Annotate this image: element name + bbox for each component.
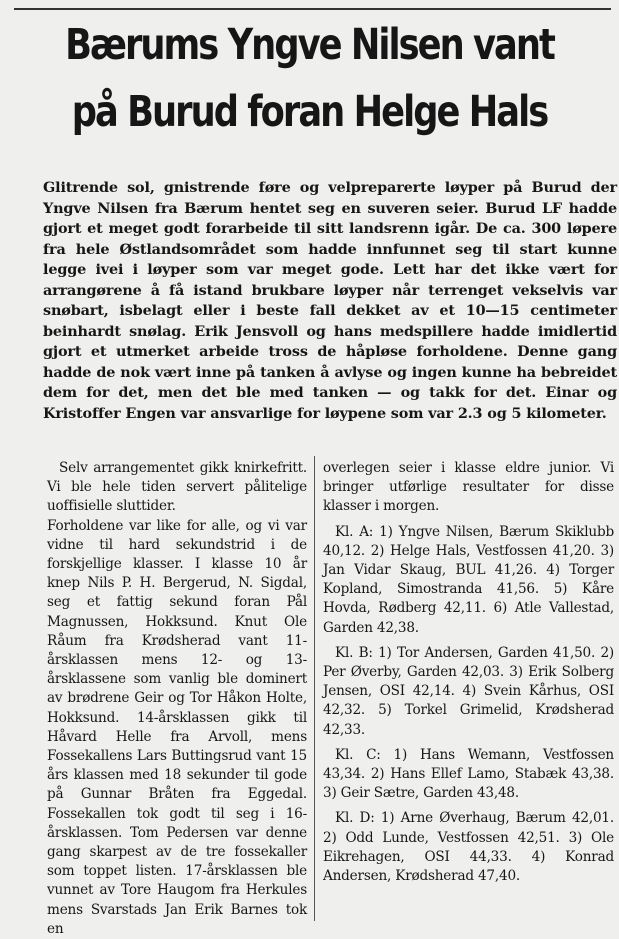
lead-paragraph: Glitrende sol, gnistrende føre og velpreparerte løyper på Burud der Yngve Nilsen fra Bærum hentet seg en suveren seier. Burud LF hadde gjort et meget godt forarbeide til sitt landsrenn igår. De ca. 300 løpere fra hele Østlandsområdet som hadde innfunnet seg til start kunne legge ivei i løyper som var meget gode. Lett har det ikke vært for arrangørene å få istand brukbare løyper når terrenget vekselvis var snøbart, isbelagt eller i beste fall dekket av et 10—15 centimeter beinhardt snølag. Erik Jensvoll og hans medspillere hadde imidlertid gjort et utmerket arbeide tross de håpløse forholdene. Denne gang hadde de nok vært inne på tanken å avlyse og ingen kunne ha bebreidet dem for det, men det ble med tanken — og takk for det. Einar og Kristoffer Engen var ansvarlige for løypene som var 2.3 og 5 kilometer. [43,179,617,422]
body-paragraph: Forholdene var like for alle, og vi var vidne til hard sekundstrid i de forskjellige klasser. I klasse 10 år knep Nils P. H. Bergerud, N. Sigdal, seg et fattig sekund foran Pål Magnussen, Hokksund. Knut Ole Råum fra Krødsherad vant 11-årsklassen mens 12- og 13-årsklassene som vanlig ble dominert av brødrene Geir og Tor Håkon Holte, Hokksund. 14-årsklassen gikk til Håvard Helle fra Arvoll, mens Fossekallens Lars Buttingsrud vant 15 års klassen med 18 sekunder til gode på Gunnar Bråten fra Eggedal. Fossekallen tok godt til seg i 16-årsklassen. Tom Pedersen var denne gang skarpest av de tre fossekaller som toppet listen. 17-årsklassen ble vunnet av Tore Haugom fra Herkules mens Svarstads Jan Erik Barnes tok en [47,517,307,937]
headline [61,12,559,146]
right-column [323,459,614,886]
left-column [47,459,307,939]
top-rule [14,8,611,10]
body-paragraph: Selv arrangementet gikk knirkefritt. Vi ble hele tiden servert pålitelige uoffisielle sluttider. [47,460,307,515]
results-class-b: Kl. B: 1) Tor Andersen, Garden 41,50. 2) Per Øverby, Garden 42,03. 3) Erik Solberg Jensen, OSI 42,14. 4) Svein Kårhus, OSI 42,32. 5) Torkel Grimelid, Krødsherad 42,33. [323,644,614,738]
headline-line-2: på Burud foran Helge Hals [71,87,548,137]
results-class-d: Kl. D: 1) Arne Øverhaug, Bærum 42,01. 2) Odd Lunde, Vestfossen 42,51. 3) Ole Eikrehagen, OSI 44,33. 4) Konrad Andersen, Krødsherad 47,40. [323,810,614,885]
column-divider [314,456,315,921]
body-paragraph: overlegen seier i klasse eldre junior. Vi bringer utførlige resultater for disse klasser i morgen. [323,460,614,515]
headline-line-1: Bærums Yngve Nilsen vant [65,20,554,70]
results-class-a: Kl. A: 1) Yngve Nilsen, Bærum Skiklubb 40,12. 2) Helge Hals, Vestfossen 41,20. 3) Jan Vidar Skaug, BUL 41,26. 4) Torger Kopland, Simostranda 41,56. 5) Kåre Hovda, Rødberg 42,11. 6) Atle Vallestad, Garden 42,38. [323,523,614,636]
results-class-c: Kl. C: 1) Hans Wemann, Vestfossen 43,34. 2) Hans Ellef Lamo, Stabæk 43,38. 3) Geir Sætre, Garden 43,48. [323,746,614,802]
